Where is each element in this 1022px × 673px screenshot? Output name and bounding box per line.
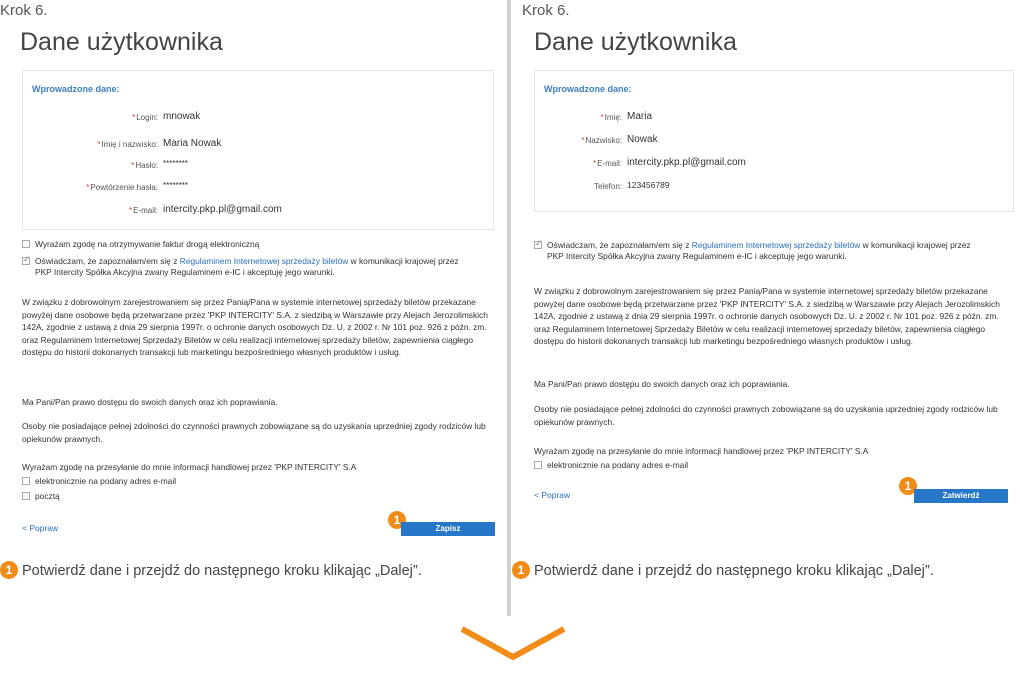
field-label: Powtórzenie hasła: bbox=[90, 183, 158, 192]
consent-rules-text-after: w komunikacji krajowej przez bbox=[348, 256, 459, 266]
required-marker: * bbox=[592, 159, 597, 168]
field-label: E-mail: bbox=[597, 159, 622, 168]
marketing-heading: Wyrażam zgodę na przesyłanie do mnie informacji handlowej przez 'PKP INTERCITY' S.A bbox=[22, 462, 357, 472]
marketing-post-row bbox=[22, 491, 322, 503]
entered-data-box bbox=[22, 70, 494, 230]
step-panel-right bbox=[512, 0, 1009, 610]
consent-rules-row bbox=[22, 256, 494, 280]
panel-divider bbox=[507, 0, 511, 616]
required-marker: * bbox=[86, 183, 90, 192]
save-button[interactable]: Zapisz bbox=[401, 522, 495, 536]
field-value: 123456789 bbox=[627, 180, 670, 190]
marketing-heading: Wyrażam zgodę na przesyłanie do mnie informacji handlowej przez 'PKP INTERCITY' S.A bbox=[534, 446, 869, 456]
step-badge: 1 bbox=[388, 511, 406, 529]
consent-rules-text: Oświadczam, że zapoznałam/em się z bbox=[35, 256, 180, 266]
gdpr-paragraph: W związku z dobrowolnym zarejestrowaniem się przez Panią/Pana w systemie internetowej sprzedaży biletów przekazane powyżej dane osobowe będą przetwarzane przez 'PKP INTERCITY' S.A. z siedzibą w Warszawie przy Alejach Jerozolimskich 142A, zgodnie z ustawą z dnia 29 sierpnia 1997r. o ochronie danych osobowych Dz. U. z 2002 r. Nr 101 poz. 926 z późn. zm. oraz Regulaminem Internetowej Sprzedaży Biletów w celu realizacji internetowej sprzedaży biletów, zapewnienia ciągłego dostępu do historii dokonanych transakcji lub marketingu bezpośredniego własnych produktów i usług. bbox=[22, 297, 488, 357]
step-label: Krok 6. bbox=[522, 2, 570, 19]
field-row-email bbox=[23, 204, 282, 218]
field-row-email bbox=[535, 157, 746, 171]
step-panel-left bbox=[0, 0, 497, 610]
entered-data-heading: Wprowadzone dane: bbox=[544, 84, 632, 94]
consent-invoice-label: Wyrażam zgodę na otrzymywanie faktur drogą elektroniczną bbox=[35, 239, 260, 249]
consent-invoice-row bbox=[22, 239, 492, 251]
field-row-last-name bbox=[535, 134, 658, 148]
field-value: intercity.pkp.pl@gmail.com bbox=[163, 204, 282, 215]
back-link[interactable]: < Popraw bbox=[22, 523, 59, 533]
entered-data-heading: Wprowadzone dane: bbox=[32, 84, 120, 94]
consent-rules-text-after: w komunikacji krajowej przez bbox=[860, 240, 971, 250]
instruction-note bbox=[512, 562, 934, 580]
field-value: ******** bbox=[163, 159, 188, 168]
instruction-text: Potwierdź dane i przejdź do następnego kroku klikając „Dalej”. bbox=[22, 562, 422, 579]
required-marker: * bbox=[600, 113, 604, 122]
minor-consent-paragraph: Osoby nie posiadające pełnej zdolności do czynności prawnych zobowiązane są do uzyskania uprzedniej zgody rodziców lub opiekunów prawnych. bbox=[22, 421, 486, 444]
marketing-post-label: pocztą bbox=[35, 491, 60, 501]
field-value: Maria bbox=[627, 111, 653, 122]
field-row-name bbox=[23, 138, 222, 152]
field-label: E-mail: bbox=[133, 206, 158, 215]
data-access-paragraph: Ma Pani/Pan prawo dostępu do swoich danych oraz ich poprawiania. bbox=[22, 397, 278, 407]
step-badge: 1 bbox=[899, 477, 917, 495]
field-value: intercity.pkp.pl@gmail.com bbox=[627, 157, 746, 168]
required-marker: * bbox=[131, 161, 135, 170]
consent-rules-text: Oświadczam, że zapoznałam/em się z bbox=[547, 240, 692, 250]
back-link[interactable]: < Popraw bbox=[534, 490, 571, 500]
consent-rules-checkbox[interactable] bbox=[22, 257, 30, 265]
required-marker: * bbox=[581, 136, 585, 145]
field-row-login bbox=[23, 111, 201, 125]
consent-invoice-checkbox[interactable] bbox=[22, 240, 30, 248]
field-row-first-name bbox=[535, 111, 653, 125]
field-row-phone bbox=[535, 180, 670, 194]
marketing-email-label: elektronicznie na podany adres e-mail bbox=[35, 476, 177, 486]
field-label: Hasło: bbox=[135, 161, 158, 170]
field-label: Telefon: bbox=[593, 182, 622, 191]
regulations-link[interactable]: Regulaminem Internetowej sprzedaży biletów bbox=[691, 240, 861, 250]
regulations-link[interactable]: Regulaminem Internetowej sprzedaży biletów bbox=[179, 256, 349, 266]
consent-rules-text-line2: PKP Intercity Spółka Akcyjna zwany Regulaminem e-IC i akceptuję jego warunki. bbox=[547, 251, 847, 261]
marketing-email-label: elektronicznie na podany adres e-mail bbox=[547, 460, 689, 470]
note-badge: 1 bbox=[512, 561, 530, 579]
instruction-note bbox=[0, 562, 422, 580]
minor-consent-paragraph: Osoby nie posiadające pełnej zdolności do czynności prawnych zobowiązane są do uzyskania uprzedniej zgody rodziców lub opiekunów prawnych. bbox=[534, 404, 998, 427]
chevron-down-icon bbox=[459, 626, 567, 662]
field-label: Imię i nazwisko: bbox=[101, 140, 158, 149]
instruction-text: Potwierdź dane i przejdź do następnego kroku klikając „Dalej”. bbox=[534, 562, 934, 579]
page-title: Dane użytkownika bbox=[534, 28, 737, 56]
marketing-email-row bbox=[534, 460, 834, 472]
field-label: Imię: bbox=[604, 113, 622, 122]
marketing-email-checkbox[interactable] bbox=[22, 477, 30, 485]
step-label: Krok 6. bbox=[0, 2, 48, 19]
field-row-password-repeat bbox=[23, 181, 188, 195]
required-marker: * bbox=[97, 140, 101, 149]
marketing-email-checkbox[interactable] bbox=[534, 461, 542, 469]
note-badge: 1 bbox=[0, 561, 18, 579]
marketing-post-checkbox[interactable] bbox=[22, 492, 30, 500]
data-access-paragraph: Ma Pani/Pan prawo dostępu do swoich danych oraz ich poprawiania. bbox=[534, 379, 790, 389]
field-value: Maria Nowak bbox=[163, 138, 222, 149]
field-row-password bbox=[23, 159, 188, 173]
field-value: mnowak bbox=[163, 111, 201, 122]
consent-rules-checkbox[interactable] bbox=[534, 241, 542, 249]
consent-rules-row bbox=[534, 240, 1012, 264]
page-title: Dane użytkownika bbox=[20, 28, 223, 56]
field-label: Login: bbox=[136, 113, 158, 122]
marketing-email-row bbox=[22, 476, 322, 488]
field-label: Nazwisko: bbox=[585, 136, 622, 145]
field-value: Nowak bbox=[627, 134, 658, 145]
gdpr-paragraph: W związku z dobrowolnym zarejestrowaniem się przez Panią/Pana w systemie internetowej sprzedaży biletów przekazane powyżej dane osobowe będą przetwarzane przez 'PKP INTERCITY' S.A. z siedzibą w Warszawie przy Alejach Jerozolimskich 142A, zgodnie z ustawą z dnia 29 sierpnia 1997r. o ochronie danych osobowych Dz. U. z 2002 r. Nr 101 poz. 926 z późn. zm. oraz Regulaminem Internetowej Sprzedaży Biletów w celu realizacji internetowej sprzedaży biletów, zapewnienia ciągłego dostępu do historii dokonanych transakcji lub marketingu bezpośredniego własnych produktów i usług. bbox=[534, 286, 1000, 346]
confirm-button[interactable]: Zatwierdź bbox=[914, 489, 1008, 503]
entered-data-box bbox=[534, 70, 1014, 212]
required-marker: * bbox=[128, 206, 133, 215]
consent-rules-text-line2: PKP Intercity Spółka Akcyjna zwany Regulaminem e-IC i akceptuję jego warunki. bbox=[35, 267, 335, 277]
field-value: ******** bbox=[163, 181, 188, 190]
required-marker: * bbox=[132, 113, 136, 122]
